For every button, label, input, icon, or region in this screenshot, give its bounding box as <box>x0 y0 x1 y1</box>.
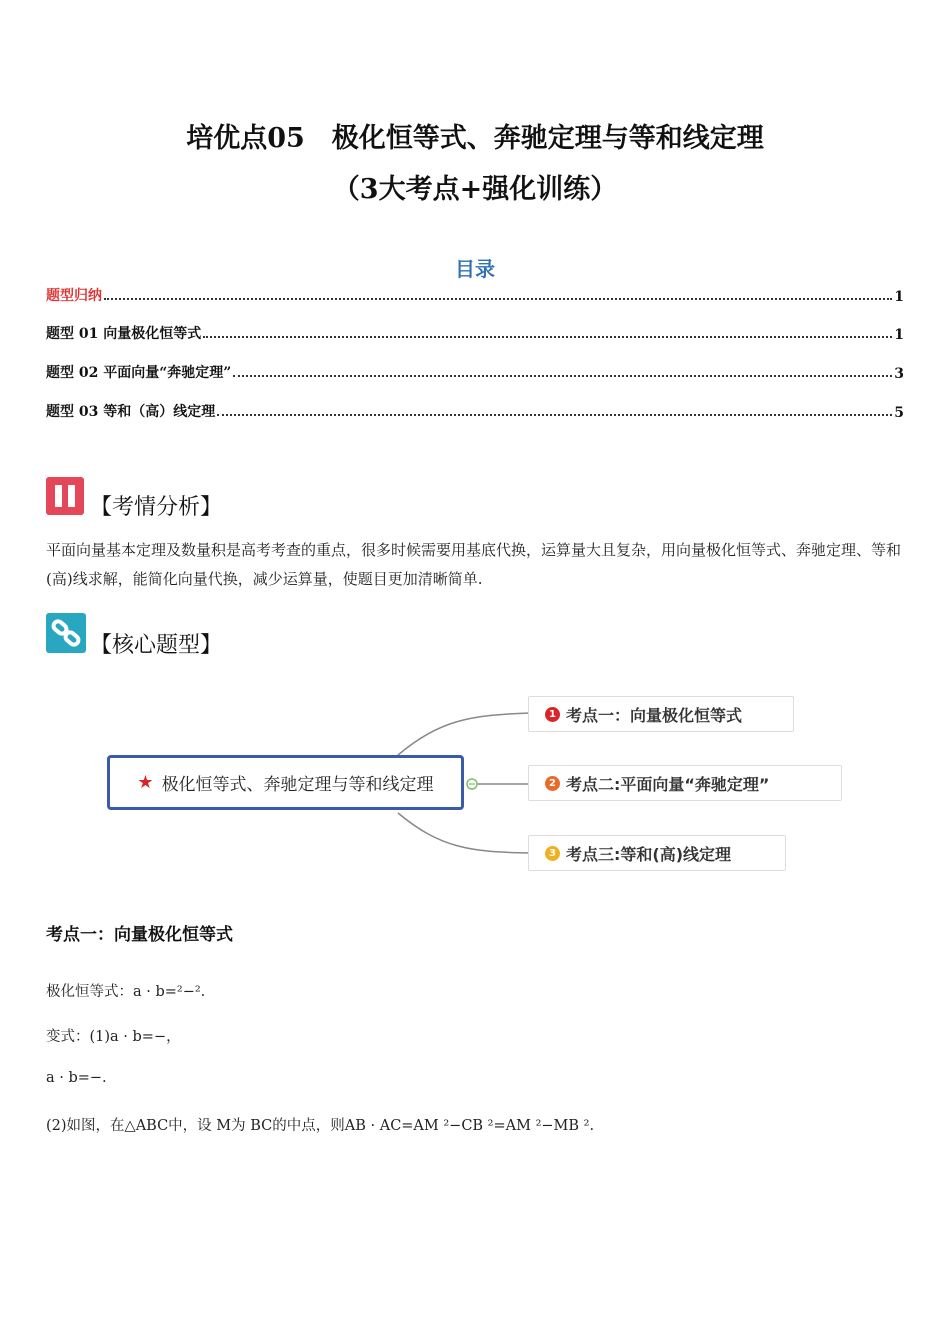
toc-item-label: 题型 01 向量极化恒等式 <box>46 326 202 342</box>
star-icon: ★ <box>137 772 154 793</box>
number-badge-icon: 1 <box>545 707 560 722</box>
number-badge-icon: 2 <box>545 776 560 791</box>
formula-prefix: 极化恒等式： <box>46 984 133 1000</box>
toc-item-label: 题型 03 等和（高）线定理 <box>46 404 216 420</box>
formula-text: a · b=−， <box>110 1029 181 1045</box>
toc-leader <box>217 414 892 416</box>
analysis-icon <box>46 477 84 519</box>
document-subtitle: （3大考点+强化训练） <box>332 174 618 205</box>
kaodian-heading: 考点一：向量极化恒等式 <box>46 925 233 945</box>
toc-item[interactable] <box>46 283 904 305</box>
formula-line-3: a · b=−. <box>46 1070 107 1086</box>
mindmap-node-2[interactable] <box>528 765 842 801</box>
mindmap-node-3[interactable] <box>528 835 786 871</box>
number-badge-icon: 3 <box>545 846 560 861</box>
formula-line-4: (2)如图，在△ABC中，设 M为 BC的中点，则AB · AC=AM ²−CB ²=AM ²−MB ². <box>46 1118 595 1134</box>
toc-leader <box>203 336 892 338</box>
document-title: 培优点05 极化恒等式、奔驰定理与等和线定理 <box>186 123 764 154</box>
formula-line-2 <box>46 1025 181 1046</box>
analysis-paragraph: 平面向量基本定理及数量积是高考考查的重点，很多时候需要用基底代换，运算量大且复杂，用向量极化恒等式、奔驰定理、等和(高)线求解，能简化向量代换，减少运算量，使题目更加清晰简单. <box>46 541 902 588</box>
link-icon <box>46 613 86 657</box>
toc-leader <box>233 375 892 377</box>
toc-item-page: 1 <box>894 327 904 343</box>
toc-item-label: 题型 02 平面向量“奔驰定理” <box>46 365 232 381</box>
toc-item-label: 题型归纳 <box>46 288 102 304</box>
section-title-analysis: 【考情分析】 <box>90 495 223 520</box>
mindmap-center-label: 极化恒等式、奔驰定理与等和线定理 <box>161 775 434 795</box>
section-title-core: 【核心题型】 <box>90 633 223 658</box>
toc-item-page: 1 <box>894 289 904 305</box>
mindmap-node-label: 考点二:平面向量“奔驰定理” <box>566 774 770 794</box>
mindmap-center-node[interactable] <box>107 755 464 810</box>
toc-heading: 目录 <box>455 257 495 281</box>
toc-item[interactable] <box>46 360 904 382</box>
toc-item-page: 3 <box>894 366 904 382</box>
formula-prefix: 变式：(1) <box>46 1029 111 1045</box>
mindmap-node-label: 考点三:等和(高)线定理 <box>566 844 732 864</box>
formula-text: a · b=²−². <box>133 984 206 1000</box>
toc-item[interactable] <box>46 321 904 343</box>
mindmap-node-1[interactable] <box>528 696 794 732</box>
formula-line-1 <box>46 980 205 1001</box>
toc-item[interactable] <box>46 399 904 421</box>
toc-item-page: 5 <box>894 405 904 421</box>
mindmap-node-label: 考点一：向量极化恒等式 <box>566 705 743 725</box>
toc-leader <box>104 298 892 300</box>
